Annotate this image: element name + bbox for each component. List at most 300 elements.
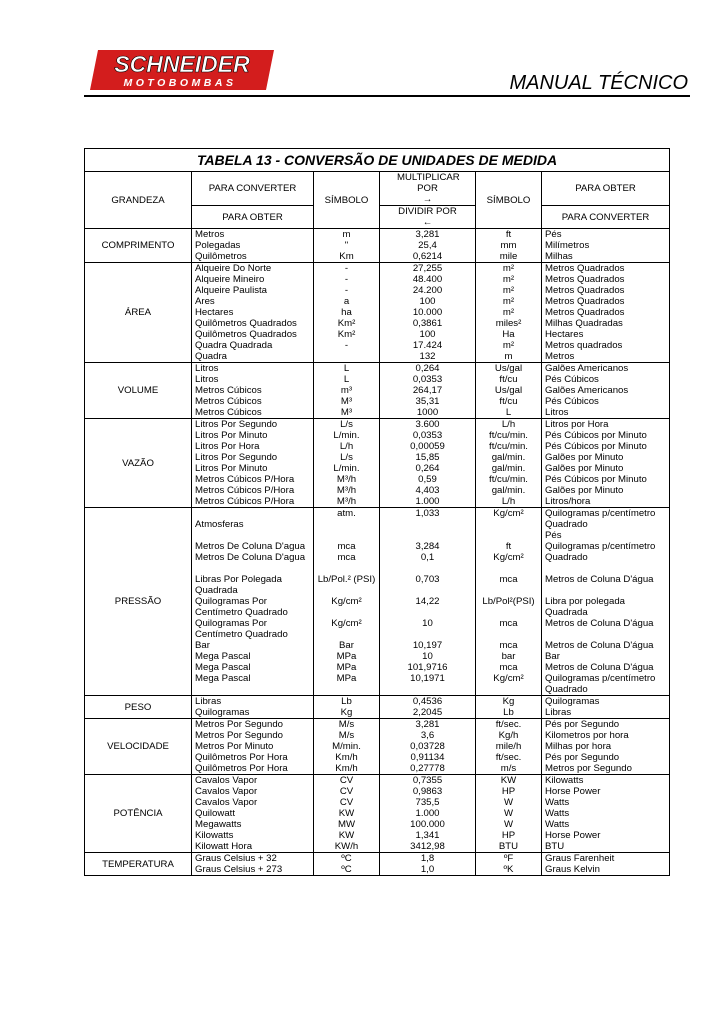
factor-cell xyxy=(380,229,476,263)
factor-line: 24.200 xyxy=(412,285,443,296)
header-simbolo-2: SÍMBOLO xyxy=(476,172,542,229)
result-cell xyxy=(542,696,670,719)
result-line: Pés xyxy=(545,229,562,240)
symbol-line xyxy=(479,519,538,530)
factor-line: 4,403 xyxy=(415,485,440,496)
unit-line: Centímetro Quadrado xyxy=(195,629,288,640)
symbol-cell xyxy=(314,229,380,263)
header-grandeza: GRANDEZA xyxy=(85,172,192,229)
unit-line: Alqueire Mineiro xyxy=(195,274,265,285)
factor-line: 0,0353 xyxy=(412,430,443,441)
result-line: Metros Quadrados xyxy=(545,307,625,318)
symbol-line: MW xyxy=(337,819,356,830)
symbol-line: mca xyxy=(499,574,518,585)
symbol-out-cell xyxy=(476,853,542,876)
group-row xyxy=(85,508,670,696)
result-line: Pés Cúbicos por Minuto xyxy=(545,474,647,485)
factor-line: 0,00059 xyxy=(410,441,445,452)
result-line: Metros por Segundo xyxy=(545,763,632,774)
symbol-cell xyxy=(314,363,380,419)
symbol-line: L xyxy=(343,374,350,385)
result-line: Watts xyxy=(545,797,570,808)
group-row xyxy=(85,853,670,876)
symbol-cell xyxy=(314,775,380,853)
group-row xyxy=(85,419,670,508)
factor-line: 3,284 xyxy=(415,541,440,552)
unit-line: Metros Por Minuto xyxy=(195,741,274,752)
conversion-table xyxy=(84,148,670,876)
factor-line: 2,2045 xyxy=(412,707,443,718)
factor-line: 48.400 xyxy=(412,274,443,285)
symbol-line: Kg/cm² xyxy=(331,618,362,629)
result-line: Quilogramas xyxy=(545,696,600,707)
group-name: PRESSÃO xyxy=(85,508,192,696)
unit-line: Graus Celsius + 273 xyxy=(195,864,283,875)
symbol-line: ft/cu xyxy=(499,396,518,407)
group-row xyxy=(85,363,670,419)
symbol-line: MPa xyxy=(336,651,357,662)
symbol-out-cell xyxy=(476,419,542,508)
symbol-line: HP xyxy=(501,786,516,797)
unit-line: Quilogramas xyxy=(195,707,250,718)
unit-line: Litros xyxy=(195,363,219,374)
result-line: Libra por polegada xyxy=(545,596,626,607)
header-dividir-label: DIVIDIR POR xyxy=(398,206,457,217)
symbol-line xyxy=(317,629,376,640)
symbol-line: Us/gal xyxy=(494,385,523,396)
symbol-line: Lb xyxy=(341,696,352,707)
symbol-cell xyxy=(314,419,380,508)
group-row xyxy=(85,263,670,363)
factor-line: 132 xyxy=(419,351,436,362)
factor-line: 100 xyxy=(419,296,436,307)
result-line: Quilogramas p/centímetro xyxy=(545,673,656,684)
factor-line xyxy=(383,563,472,574)
symbol-line xyxy=(317,607,376,618)
group-row xyxy=(85,775,670,853)
symbol-line: Km² xyxy=(337,318,356,329)
group-name: TEMPERATURA xyxy=(85,853,192,876)
unit-line: Mega Pascal xyxy=(195,662,251,673)
header-para-obter: PARA OBTER xyxy=(542,172,670,206)
symbol-line: - xyxy=(344,285,349,296)
symbol-line: L xyxy=(343,363,350,374)
symbol-line xyxy=(479,607,538,618)
unit-line xyxy=(195,508,310,519)
symbol-line: m xyxy=(342,229,351,240)
symbol-line xyxy=(317,585,376,596)
unit-line: Cavalos Vapor xyxy=(195,786,258,797)
symbol-line: ºC xyxy=(341,864,352,875)
factor-cell xyxy=(380,508,476,696)
unit-line: Quadra xyxy=(195,351,227,362)
symbol-line xyxy=(479,563,538,574)
arrow-right-icon: → xyxy=(422,194,433,205)
unit-line: Graus Celsius + 32 xyxy=(195,853,277,864)
symbol-line: mile/h xyxy=(495,741,522,752)
factor-line: 1,0 xyxy=(420,864,435,875)
factor-line: 0,03728 xyxy=(410,741,445,752)
symbol-line xyxy=(479,585,538,596)
unit-line xyxy=(195,530,310,541)
symbol-cell xyxy=(314,508,380,696)
symbol-line xyxy=(317,519,376,530)
group-name: PESO xyxy=(85,696,192,719)
symbol-line: L/min. xyxy=(333,430,360,441)
result-line: Metros Quadrados xyxy=(545,285,625,296)
symbol-line: miles² xyxy=(495,318,522,329)
symbol-line: Kg/cm² xyxy=(493,673,524,684)
result-line: Milímetros xyxy=(545,240,590,251)
symbol-line: ft/cu xyxy=(499,374,518,385)
symbol-line: MPa xyxy=(336,673,357,684)
symbol-line: Kg xyxy=(340,707,353,718)
symbol-line: L/h xyxy=(501,496,516,507)
symbol-line: KW xyxy=(338,808,355,819)
symbol-line: ft/sec. xyxy=(495,752,522,763)
result-line: Hectares xyxy=(545,329,584,340)
unit-line: Metros xyxy=(195,229,225,240)
factor-line: 1,341 xyxy=(415,830,440,841)
result-line: Pés por Segundo xyxy=(545,752,620,763)
result-line: Pés por Segundo xyxy=(545,719,620,730)
factor-line: 1,8 xyxy=(420,853,435,864)
factor-line: 10 xyxy=(422,618,433,629)
symbol-line: Km xyxy=(339,251,354,262)
result-line: Quilogramas p/centímetro xyxy=(545,508,656,519)
symbol-line: " xyxy=(344,240,349,251)
group-row xyxy=(85,719,670,775)
factor-line: 1,033 xyxy=(415,508,440,519)
symbol-line: m² xyxy=(502,307,515,318)
symbol-line: M³ xyxy=(340,407,353,418)
symbol-line: L/h xyxy=(501,419,516,430)
symbol-line: m² xyxy=(502,285,515,296)
symbol-line: ºK xyxy=(503,864,514,875)
symbol-line: m/s xyxy=(500,763,517,774)
symbol-line: mile xyxy=(499,251,518,262)
result-line: Quadrado xyxy=(545,684,588,695)
factor-line: 15,85 xyxy=(415,452,440,463)
symbol-out-cell xyxy=(476,696,542,719)
symbol-line: W xyxy=(503,808,514,819)
arrow-left-icon: ← xyxy=(422,217,433,228)
unit-line: Litros Por Minuto xyxy=(195,463,268,474)
symbol-line: KW xyxy=(500,775,517,786)
result-line: Quadrada xyxy=(545,607,588,618)
factor-line: 14,22 xyxy=(415,596,440,607)
symbol-line: KW xyxy=(338,830,355,841)
symbol-line: Km² xyxy=(337,329,356,340)
symbol-line: ft/sec. xyxy=(495,719,522,730)
result-line: Kilowatts xyxy=(545,775,584,786)
factor-line: 27,255 xyxy=(412,263,443,274)
result-line: Galões Americanos xyxy=(545,385,629,396)
factor-line: 0,6214 xyxy=(412,251,443,262)
symbol-line: Kg/h xyxy=(498,730,519,741)
symbol-line: mca xyxy=(337,552,356,563)
symbol-line: CV xyxy=(339,775,354,786)
symbol-out-cell xyxy=(476,719,542,775)
group-name: ÁREA xyxy=(85,263,192,363)
factor-line: 100.000 xyxy=(410,819,445,830)
symbol-cell xyxy=(314,263,380,363)
conversion-table-container xyxy=(84,148,669,876)
factor-line: 0,27778 xyxy=(410,763,445,774)
symbol-line xyxy=(317,351,376,362)
result-line: Milhas Quadradas xyxy=(545,318,623,329)
symbol-line: Lb/Pol.² (PSI) xyxy=(317,574,376,585)
symbol-line: ºC xyxy=(341,853,352,864)
factor-line: 264,17 xyxy=(412,385,443,396)
unit-cell xyxy=(192,229,314,263)
symbol-line: gal/min. xyxy=(491,485,526,496)
factor-cell xyxy=(380,719,476,775)
symbol-out-cell xyxy=(476,508,542,696)
header-para-converter: PARA CONVERTER xyxy=(192,172,314,206)
unit-line: Quilogramas Por xyxy=(195,618,267,629)
result-line: Metros de Coluna D'água xyxy=(545,618,654,629)
symbol-line: - xyxy=(344,263,349,274)
symbol-line: bar xyxy=(501,651,516,662)
unit-line: Metros Cúbicos P/Hora xyxy=(195,474,295,485)
unit-line: Libras Por Polegada xyxy=(195,574,282,585)
symbol-line xyxy=(317,530,376,541)
symbol-line: - xyxy=(344,274,349,285)
result-line: Graus Farenheit xyxy=(545,853,615,864)
factor-line: 0,3861 xyxy=(412,318,443,329)
factor-line: 0,264 xyxy=(415,363,440,374)
unit-line: Cavalos Vapor xyxy=(195,797,258,808)
result-cell xyxy=(542,363,670,419)
unit-line: Atmosferas xyxy=(195,519,244,530)
symbol-line: ft xyxy=(505,229,512,240)
factor-line: 0,59 xyxy=(418,474,437,485)
symbol-line: M³/h xyxy=(336,485,357,496)
header-row-1 xyxy=(85,172,670,206)
unit-line: Alqueire Paulista xyxy=(195,285,267,296)
result-line: Galões por Minuto xyxy=(545,485,624,496)
symbol-line: Kg/cm² xyxy=(493,508,524,519)
symbol-line: MPa xyxy=(336,662,357,673)
factor-line xyxy=(383,629,472,640)
result-line xyxy=(545,585,666,596)
unit-line xyxy=(195,684,310,695)
result-line: Galões Americanos xyxy=(545,363,629,374)
symbol-line: Bar xyxy=(339,640,354,651)
unit-line: Libras xyxy=(195,696,222,707)
factor-line: 25,4 xyxy=(418,240,437,251)
result-line: Metros de Coluna D'água xyxy=(545,640,654,651)
symbol-line: Km/h xyxy=(335,752,358,763)
factor-line: 10,1971 xyxy=(410,673,445,684)
factor-line: 100 xyxy=(419,329,436,340)
symbol-line: Kg xyxy=(502,696,515,707)
group-name: VOLUME xyxy=(85,363,192,419)
result-line: Litros por Hora xyxy=(545,419,609,430)
result-line xyxy=(545,629,666,640)
group-name: VELOCIDADE xyxy=(85,719,192,775)
result-line: Galões por Minuto xyxy=(545,452,624,463)
unit-cell xyxy=(192,419,314,508)
factor-line: 10,197 xyxy=(412,640,443,651)
symbol-cell xyxy=(314,719,380,775)
unit-cell xyxy=(192,853,314,876)
symbol-line: Lb xyxy=(503,707,514,718)
result-line: Metros Quadrados xyxy=(545,296,625,307)
result-line: Metros de Coluna D'água xyxy=(545,662,654,673)
symbol-line: ft/cu/min. xyxy=(489,441,528,452)
symbol-line: ft/cu/min. xyxy=(489,430,528,441)
result-line: Pés xyxy=(545,530,562,541)
factor-cell xyxy=(380,696,476,719)
result-cell xyxy=(542,719,670,775)
symbol-line: KW/h xyxy=(334,841,359,852)
symbol-line: CV xyxy=(339,797,354,808)
unit-line: Polegadas xyxy=(195,240,241,251)
factor-cell xyxy=(380,363,476,419)
factor-line: 735,5 xyxy=(415,797,440,808)
result-line: Litros xyxy=(545,407,569,418)
symbol-line: L/h xyxy=(339,441,354,452)
factor-cell xyxy=(380,853,476,876)
factor-line: 0,4536 xyxy=(412,696,443,707)
unit-line: Bar xyxy=(195,640,210,651)
symbol-line: CV xyxy=(339,786,354,797)
unit-cell xyxy=(192,363,314,419)
factor-line: 0,703 xyxy=(415,574,440,585)
group-name: COMPRIMENTO xyxy=(85,229,192,263)
result-line: Horse Power xyxy=(545,830,601,841)
symbol-cell xyxy=(314,696,380,719)
factor-line xyxy=(383,684,472,695)
result-line: Pés Cúbicos por Minuto xyxy=(545,441,647,452)
unit-line: Alqueire Do Norte xyxy=(195,263,272,274)
symbol-out-cell xyxy=(476,775,542,853)
symbol-line: mca xyxy=(499,640,518,651)
symbol-line: M³ xyxy=(340,396,353,407)
factor-line: 0,9863 xyxy=(412,786,443,797)
result-line: Bar xyxy=(545,651,560,662)
factor-line: 1.000 xyxy=(415,496,440,507)
unit-line: Mega Pascal xyxy=(195,651,251,662)
symbol-line: ft xyxy=(505,541,512,552)
symbol-line xyxy=(317,563,376,574)
symbol-line: W xyxy=(503,797,514,808)
unit-line: Centímetro Quadrado xyxy=(195,607,288,618)
result-line: Metros Quadrados xyxy=(545,274,625,285)
unit-line: Metros Cúbicos xyxy=(195,396,262,407)
result-cell xyxy=(542,419,670,508)
factor-line: 0,264 xyxy=(415,463,440,474)
result-line: Pés Cúbicos por Minuto xyxy=(545,430,647,441)
unit-cell xyxy=(192,719,314,775)
unit-line: Litros xyxy=(195,374,219,385)
unit-line xyxy=(195,563,310,574)
symbol-line: M/min. xyxy=(332,741,361,752)
unit-line: Quilogramas Por xyxy=(195,596,267,607)
result-line: Pés Cúbicos xyxy=(545,396,599,407)
unit-line: Quilômetros xyxy=(195,251,247,262)
unit-line: Metros Cúbicos P/Hora xyxy=(195,496,295,507)
result-line: Watts xyxy=(545,808,570,819)
symbol-line: Lb/Pol²(PSI) xyxy=(482,596,535,607)
result-line: Libras xyxy=(545,707,572,718)
symbol-line: - xyxy=(344,340,349,351)
result-line: Quadrado xyxy=(545,552,588,563)
result-line: Graus Kelvin xyxy=(545,864,600,875)
unit-line: Cavalos Vapor xyxy=(195,775,258,786)
symbol-line: mca xyxy=(499,618,518,629)
symbol-line: mca xyxy=(337,541,356,552)
table-title-row xyxy=(85,149,670,172)
result-line: Metros de Coluna D'água xyxy=(545,574,654,585)
unit-cell xyxy=(192,696,314,719)
symbol-line: Km/h xyxy=(335,763,358,774)
unit-line: Litros Por Minuto xyxy=(195,430,268,441)
unit-line: Metros Cúbicos xyxy=(195,385,262,396)
factor-line: 3412,98 xyxy=(410,841,445,852)
symbol-line: L/s xyxy=(340,419,353,430)
factor-line xyxy=(383,585,472,596)
symbol-line: L xyxy=(505,407,512,418)
manual-title: MANUAL TÉCNICO xyxy=(509,72,688,94)
symbol-out-cell xyxy=(476,363,542,419)
symbol-line: L/s xyxy=(340,452,353,463)
result-line: Pés Cúbicos xyxy=(545,374,599,385)
result-line: BTU xyxy=(545,841,565,852)
factor-cell xyxy=(380,419,476,508)
result-line: Quilogramas p/centímetro xyxy=(545,541,656,552)
result-line: Metros xyxy=(545,351,575,362)
symbol-line: ºF xyxy=(503,853,514,864)
schneider-logo xyxy=(88,48,276,92)
symbol-line xyxy=(479,530,538,541)
factor-line: 17.424 xyxy=(412,340,443,351)
symbol-line: M/s xyxy=(338,730,355,741)
factor-line: 0,1 xyxy=(420,552,435,563)
result-line: Litros/hora xyxy=(545,496,591,507)
result-cell xyxy=(542,508,670,696)
unit-line: Kilowatt Hora xyxy=(195,841,253,852)
factor-line: 0,91134 xyxy=(410,752,445,763)
result-line xyxy=(545,563,666,574)
header-dividir xyxy=(380,206,476,229)
result-line: Milhas por hora xyxy=(545,741,612,752)
factor-line: 3.600 xyxy=(415,419,440,430)
header-simbolo: SÍMBOLO xyxy=(314,172,380,229)
unit-line: Metros De Coluna D'agua xyxy=(195,541,306,552)
unit-line: Quilômetros Quadrados xyxy=(195,329,297,340)
group-name: VAZÃO xyxy=(85,419,192,508)
symbol-line: m xyxy=(504,351,513,362)
symbol-line xyxy=(479,684,538,695)
symbol-line: W xyxy=(503,819,514,830)
result-line: Quadrado xyxy=(545,519,588,530)
factor-line: 3,281 xyxy=(415,719,440,730)
symbol-line: mm xyxy=(500,240,517,251)
header-para-obter-2: PARA OBTER xyxy=(192,206,314,229)
symbol-line: m² xyxy=(502,296,515,307)
factor-line: 3,281 xyxy=(415,229,440,240)
unit-cell xyxy=(192,508,314,696)
symbol-out-cell xyxy=(476,263,542,363)
unit-line: Metros De Coluna D'agua xyxy=(195,552,306,563)
header-multiplicar-label: MULTIPLICAR POR xyxy=(397,172,460,194)
unit-line: Quilômetros Por Hora xyxy=(195,752,288,763)
unit-line: Litros Por Hora xyxy=(195,441,260,452)
result-cell xyxy=(542,263,670,363)
